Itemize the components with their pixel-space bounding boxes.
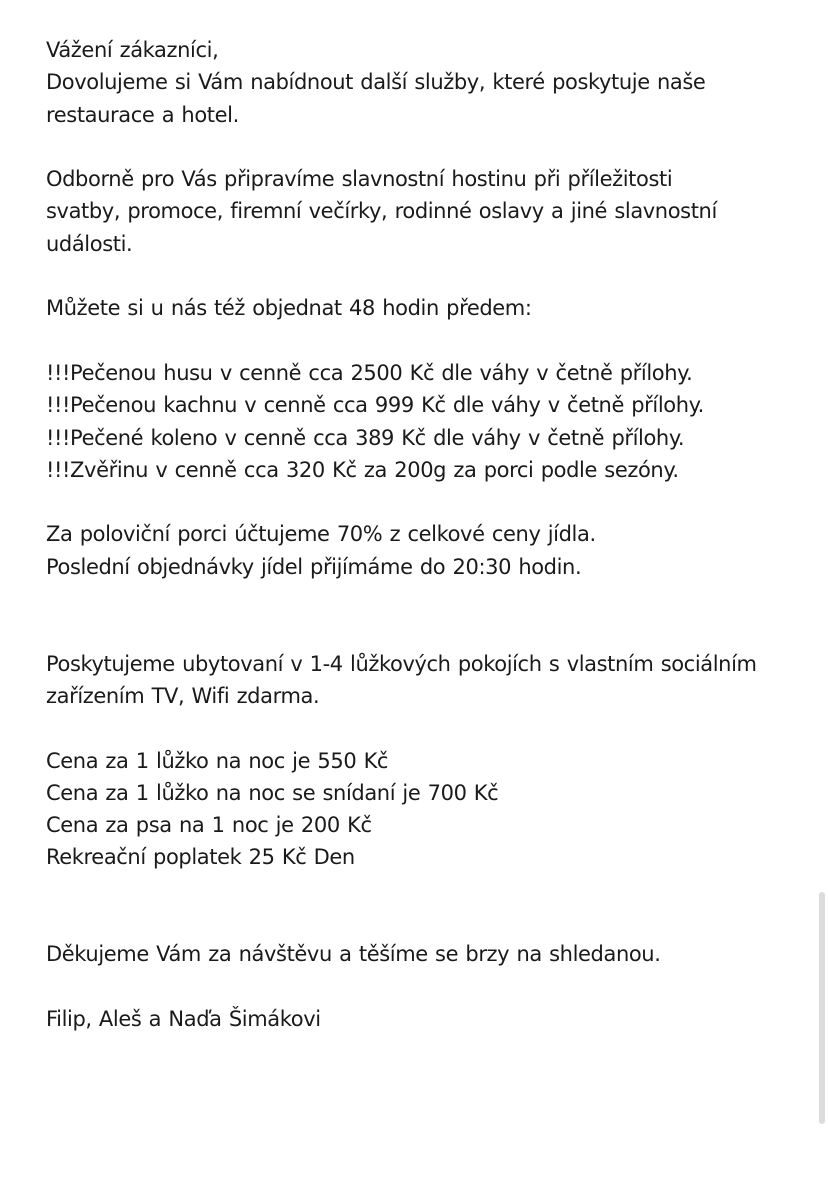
special-item: !!!Pečené koleno v cenně cca 389 Kč dle váhy v četně přílohy.: [46, 425, 685, 450]
scrollbar[interactable]: [819, 892, 825, 1124]
price-line: Cena za 1 lůžko na noc se snídaní je 700 Kč: [46, 780, 499, 805]
order-intro: Můžete si u nás též objednat 48 hodin předem:: [46, 296, 532, 321]
price-line: Cena za 1 lůžko na noc je 550 Kč: [46, 748, 389, 773]
special-item: !!!Pečenou husu v cenně cca 2500 Kč dle váhy v četně přílohy.: [46, 360, 693, 385]
intro-line: restaurace a hotel.: [46, 102, 239, 127]
accommodation-line: zařízením TV, Wifi zdarma.: [46, 683, 320, 708]
accommodation-line: Poskytujeme ubytovaní v 1-4 lůžkových pokojích s vlastním sociálním: [46, 651, 757, 676]
banquet-line: Odborně pro Vás připravíme slavnostní hostinu při příležitosti: [46, 167, 673, 192]
letter: [46, 34, 816, 1035]
banquet-line: svatby, promoce, firemní večírky, rodinné oslavy a jiné slavnostní: [46, 199, 717, 224]
price-line: Rekreační poplatek 25 Kč Den: [46, 845, 355, 870]
special-item: !!!Pečenou kachnu v cenně cca 999 Kč dle váhy v četně přílohy.: [46, 393, 704, 418]
price-line: Cena za psa na 1 noc je 200 Kč: [46, 813, 372, 838]
policy-line: Za poloviční porci účtujeme 70% z celkové ceny jídla.: [46, 522, 596, 547]
special-item: !!!Zvěřinu v cenně cca 320 Kč za 200g za porci podle sezóny.: [46, 457, 679, 482]
banquet-line: události.: [46, 231, 133, 256]
thanks-line: Děkujeme Vám za návštěvu a těšíme se brzy na shledanou.: [46, 942, 661, 967]
greeting: Vážení zákazníci,: [46, 38, 219, 62]
signature: Filip, Aleš a Naďa Šimákovi: [46, 1006, 321, 1031]
intro-line: Dovolujeme si Vám nabídnout další služby, které poskytuje naše: [46, 70, 706, 95]
policy-line: Poslední objednávky jídel přijímáme do 20:30 hodin.: [46, 554, 582, 579]
